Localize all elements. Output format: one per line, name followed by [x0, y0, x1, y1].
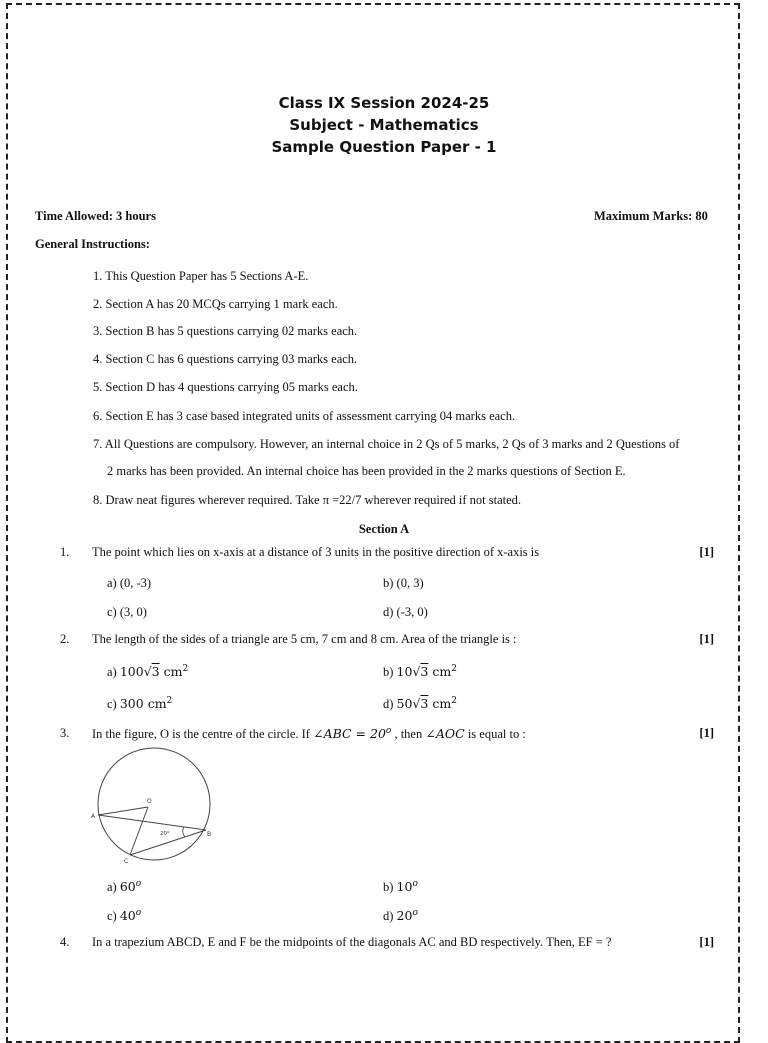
option-value: 50√3 $cm^2$	[396, 695, 457, 711]
instruction-item: 8. Draw neat figures wherever required. Take π =22/7 wherever required if not stated.	[93, 493, 522, 507]
section-a-heading: Section A	[358, 522, 410, 536]
label-a: A	[91, 813, 96, 820]
angle-arc	[183, 827, 185, 837]
option-b: b) (0, 3)	[383, 576, 424, 590]
instruction-item-continued: 2 marks has been provided. An internal choice has been provided in the 2 marks questions of Section E.	[107, 464, 626, 478]
question-text-part: In the figure, O is the centre of the circle. If	[92, 727, 310, 741]
angle-aoc: ∠AOC	[425, 726, 465, 741]
option-label: a)	[107, 880, 117, 894]
instruction-item: 5. Section D has 4 questions carrying 05 marks each.	[93, 380, 358, 394]
angle-abc	[313, 726, 391, 741]
class-session-title: Class IX Session 2024-25	[278, 94, 490, 112]
label-o: O	[147, 798, 152, 805]
question-text: The length of the sides of a triangle are 5 cm, 7 cm and 8 cm. Area of the triangle is :	[92, 632, 517, 646]
angle-value: 40	[119, 908, 136, 923]
subject-title: Subject - Mathematics	[289, 116, 479, 134]
exponent: 2	[166, 695, 173, 706]
unit: cm	[432, 696, 452, 711]
option-value: 100√3 $cm^2$	[119, 663, 189, 679]
degree-mark: o	[412, 907, 418, 918]
radicand: 3	[151, 664, 160, 679]
instruction-item: 7. All Questions are compulsory. However, an internal choice in 2 Qs of 5 marks, 2 Qs of 3 marks and 2 Questions of	[93, 437, 680, 451]
option-label: b)	[383, 880, 394, 894]
option-a: a) (0, -3)	[107, 576, 152, 590]
option-value	[120, 696, 172, 711]
question-number: 4.	[60, 935, 70, 949]
degree-mark: o	[385, 725, 392, 736]
question-marks: [1]	[699, 726, 714, 740]
option-c	[107, 696, 172, 712]
option-d	[383, 696, 457, 712]
question-marks: [1]	[699, 632, 714, 646]
option-label: a)	[107, 665, 117, 679]
option-label: d)	[383, 909, 394, 923]
coefficient: 300	[119, 696, 144, 711]
question-text-part: is equal to :	[467, 727, 526, 741]
option-value	[120, 879, 141, 894]
label-c: C	[124, 858, 129, 865]
coefficient: 10	[396, 664, 413, 679]
angle-value: 10	[396, 879, 413, 894]
option-label: c)	[107, 697, 117, 711]
question-number: 3.	[60, 726, 70, 740]
option-value: 10√3 $cm^2$	[396, 663, 457, 679]
instruction-item: 1. This Question Paper has 5 Sections A-E.	[93, 269, 309, 283]
angle-value: 60	[119, 879, 136, 894]
question-text: The point which lies on x-axis at a distance of 3 units in the positive direction of x-axis is	[92, 545, 540, 559]
unit: cm	[432, 664, 452, 679]
option-value	[120, 908, 141, 923]
exponent: 2	[451, 663, 457, 674]
coefficient: 50	[396, 696, 413, 711]
option-value	[397, 908, 418, 923]
option-c	[107, 908, 141, 924]
label-b: B	[207, 831, 212, 838]
option-c: c) (3, 0)	[107, 605, 147, 619]
label-angle: 20°	[160, 831, 170, 837]
circle-figure	[88, 742, 218, 870]
unit: cm	[163, 664, 183, 679]
degree-mark: o	[135, 878, 142, 889]
option-b	[383, 664, 457, 680]
segment-oc	[130, 807, 148, 855]
option-a	[107, 664, 188, 680]
option-a	[107, 879, 141, 895]
instruction-item: 3. Section B has 5 questions carrying 02 marks each.	[93, 324, 358, 338]
degree-mark: o	[135, 907, 142, 918]
instruction-item: 6. Section E has 3 case based integrated units of assessment carrying 04 marks each.	[93, 409, 516, 423]
option-label: d)	[383, 697, 394, 711]
instruction-item: 2. Section A has 20 MCQs carrying 1 mark each.	[93, 297, 338, 311]
unit: cm	[147, 696, 167, 711]
option-d: d) (-3, 0)	[383, 605, 428, 619]
time-allowed: Time Allowed: 3 hours	[35, 209, 156, 223]
exponent: 2	[451, 695, 457, 706]
option-d	[383, 908, 418, 924]
option-b	[383, 879, 418, 895]
segment-ao	[98, 807, 148, 815]
exponent: 2	[182, 663, 189, 674]
maximum-marks: Maximum Marks: 80	[594, 209, 708, 223]
option-label: c)	[107, 909, 117, 923]
circle-outline	[98, 748, 210, 860]
question-text	[92, 726, 526, 742]
question-number: 2.	[60, 632, 70, 646]
option-value	[397, 879, 418, 894]
degree-mark: o	[412, 878, 418, 889]
question-marks: [1]	[699, 935, 714, 949]
radicand: 3	[420, 696, 429, 711]
coefficient: 100	[119, 664, 144, 679]
question-text: In a trapezium ABCD, E and F be the midpoints of the diagonals AC and BD respectively. Then, EF = ?	[92, 935, 612, 949]
radicand: 3	[420, 664, 429, 679]
question-number: 1.	[60, 545, 70, 559]
instruction-item: 4. Section C has 6 questions carrying 03 marks each.	[93, 352, 358, 366]
paper-title: Sample Question Paper - 1	[271, 138, 497, 156]
option-label: b)	[383, 665, 394, 679]
angle-expression: ∠ABC = 20	[313, 726, 386, 741]
segment-ab	[98, 815, 206, 830]
question-text-part: , then	[394, 727, 423, 741]
angle-value: 20	[396, 908, 413, 923]
general-instructions-label: General Instructions:	[35, 237, 150, 251]
question-marks: [1]	[699, 545, 714, 559]
